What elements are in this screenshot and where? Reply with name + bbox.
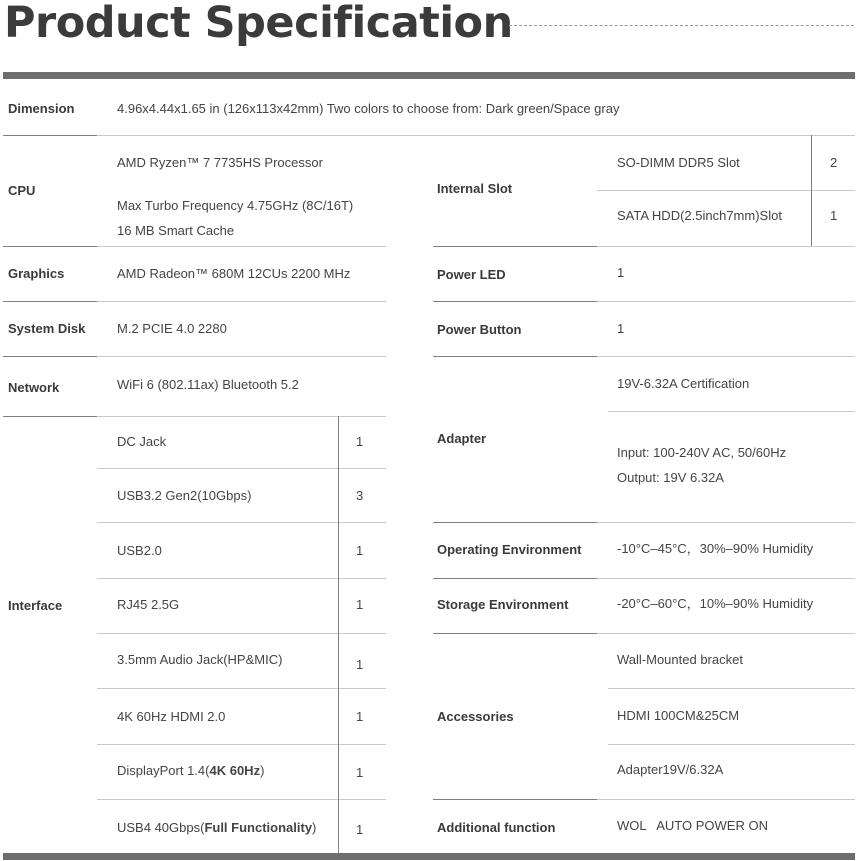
row-divider	[3, 356, 97, 357]
row-divider	[433, 578, 597, 579]
row-divider	[97, 246, 386, 247]
dimension-value: 4.96x4.44x1.65 in (126x113x42mm) Two colors to choose from: Dark green/Space gray	[117, 101, 620, 116]
row-divider	[97, 633, 386, 634]
row-divider	[433, 246, 597, 247]
accessory-item: Adapter19V/6.32A	[617, 762, 724, 777]
row-divider	[97, 688, 386, 689]
row-divider	[97, 135, 855, 136]
port-qty: 1	[356, 597, 364, 612]
row-divider	[97, 468, 386, 469]
slot-name: SO-DIMM DDR5 Slot	[617, 155, 740, 170]
bottom-bar	[3, 853, 855, 860]
cpu-label: CPU	[8, 183, 36, 198]
port-qty: 1	[356, 709, 364, 724]
top-bar	[3, 72, 855, 79]
port-name: 3.5mm Audio Jack(HP&MIC)	[117, 652, 283, 667]
row-divider	[97, 799, 386, 800]
row-divider	[3, 301, 97, 302]
row-divider	[3, 135, 97, 136]
internal-slot-label: Internal Slot	[437, 181, 513, 196]
accessory-item: Wall-Mounted bracket	[617, 652, 743, 667]
row-divider	[597, 190, 855, 191]
row-divider	[597, 633, 855, 634]
network-label: Network	[8, 380, 60, 395]
port-name: USB3.2 Gen2(10Gbps)	[117, 488, 252, 503]
cpu-value-line2: Max Turbo Frequency 4.75GHz (8C/16T)	[117, 198, 354, 213]
adapter-line1: 19V-6.32A Certification	[617, 376, 750, 391]
row-divider	[3, 246, 97, 247]
slot-qty: 1	[830, 208, 838, 223]
title-divider	[509, 25, 854, 26]
port-qty: 1	[356, 657, 364, 672]
operating-environment-label: Operating Environment	[437, 542, 582, 557]
port-name-end: )	[260, 763, 265, 778]
port-name-end: )	[312, 820, 317, 835]
dimension-label: Dimension	[8, 101, 75, 116]
port-name-usb4	[117, 820, 316, 836]
row-divider	[433, 522, 597, 523]
port-name: USB2.0	[117, 543, 162, 558]
system-disk-label: System Disk	[8, 321, 86, 336]
row-divider	[608, 744, 855, 745]
row-divider	[97, 416, 386, 417]
power-button-value: 1	[617, 321, 625, 336]
port-name-displayport	[117, 763, 264, 779]
port-qty: 1	[356, 822, 364, 837]
column-divider	[338, 416, 339, 853]
row-divider	[608, 411, 855, 412]
port-name: RJ45 2.5G	[117, 597, 180, 612]
slot-name: SATA HDD(2.5inch7mm)Slot	[617, 208, 782, 223]
operating-environment-value: -10°C–45°C，30%–90% Humidity	[617, 541, 814, 556]
row-divider	[97, 522, 386, 523]
power-led-value: 1	[617, 265, 625, 280]
network-value: WiFi 6 (802.11ax) Bluetooth 5.2	[117, 377, 299, 392]
row-divider	[597, 522, 855, 523]
system-disk-value: M.2 PCIE 4.0 2280	[117, 321, 227, 336]
adapter-line3: Output: 19V 6.32A	[617, 470, 724, 485]
row-divider	[597, 301, 855, 302]
power-led-label: Power LED	[437, 267, 506, 282]
port-qty: 1	[356, 765, 364, 780]
row-divider	[97, 578, 386, 579]
row-divider	[433, 301, 597, 302]
cpu-value-line3: 16 MB Smart Cache	[117, 223, 235, 238]
accessories-label: Accessories	[437, 709, 514, 724]
port-name: DC Jack	[117, 434, 167, 449]
slot-qty: 2	[830, 155, 838, 170]
port-name-text: DisplayPort 1.4(	[117, 763, 210, 778]
port-name-text: USB4 40Gbps(	[117, 820, 205, 835]
column-divider	[811, 135, 812, 246]
row-divider	[433, 356, 597, 357]
storage-environment-value: -20°C–60°C，10%–90% Humidity	[617, 596, 814, 611]
row-divider	[3, 416, 97, 417]
graphics-value: AMD Radeon™ 680M 12CUs 2200 MHz	[117, 266, 351, 281]
accessory-item: HDMI 100CM&25CM	[617, 708, 740, 723]
row-divider	[608, 688, 855, 689]
storage-environment-label: Storage Environment	[437, 597, 569, 612]
cpu-value-line1: AMD Ryzen™ 7 7735HS Processor	[117, 155, 323, 170]
adapter-line2: Input: 100-240V AC, 50/60Hz	[617, 445, 787, 460]
port-qty: 1	[356, 434, 364, 449]
row-divider	[97, 301, 386, 302]
row-divider	[97, 356, 386, 357]
port-qty: 1	[356, 543, 364, 558]
row-divider	[433, 633, 597, 634]
row-divider	[597, 246, 855, 247]
graphics-label: Graphics	[8, 266, 65, 281]
interface-label: Interface	[8, 598, 63, 613]
row-divider	[97, 744, 386, 745]
row-divider	[597, 799, 855, 800]
port-qty: 3	[356, 488, 364, 503]
port-name: 4K 60Hz HDMI 2.0	[117, 709, 226, 724]
row-divider	[597, 356, 855, 357]
adapter-label: Adapter	[437, 431, 487, 446]
power-button-label: Power Button	[437, 322, 522, 337]
row-divider	[433, 799, 597, 800]
row-divider	[597, 578, 855, 579]
page-title: Product Specification	[4, 0, 513, 48]
additional-function-value: WOL AUTO POWER ON	[617, 818, 768, 833]
port-name-bold: 4K 60Hz	[209, 763, 261, 778]
additional-function-label: Additional function	[437, 820, 556, 835]
port-name-bold: Full Functionality	[204, 820, 313, 835]
